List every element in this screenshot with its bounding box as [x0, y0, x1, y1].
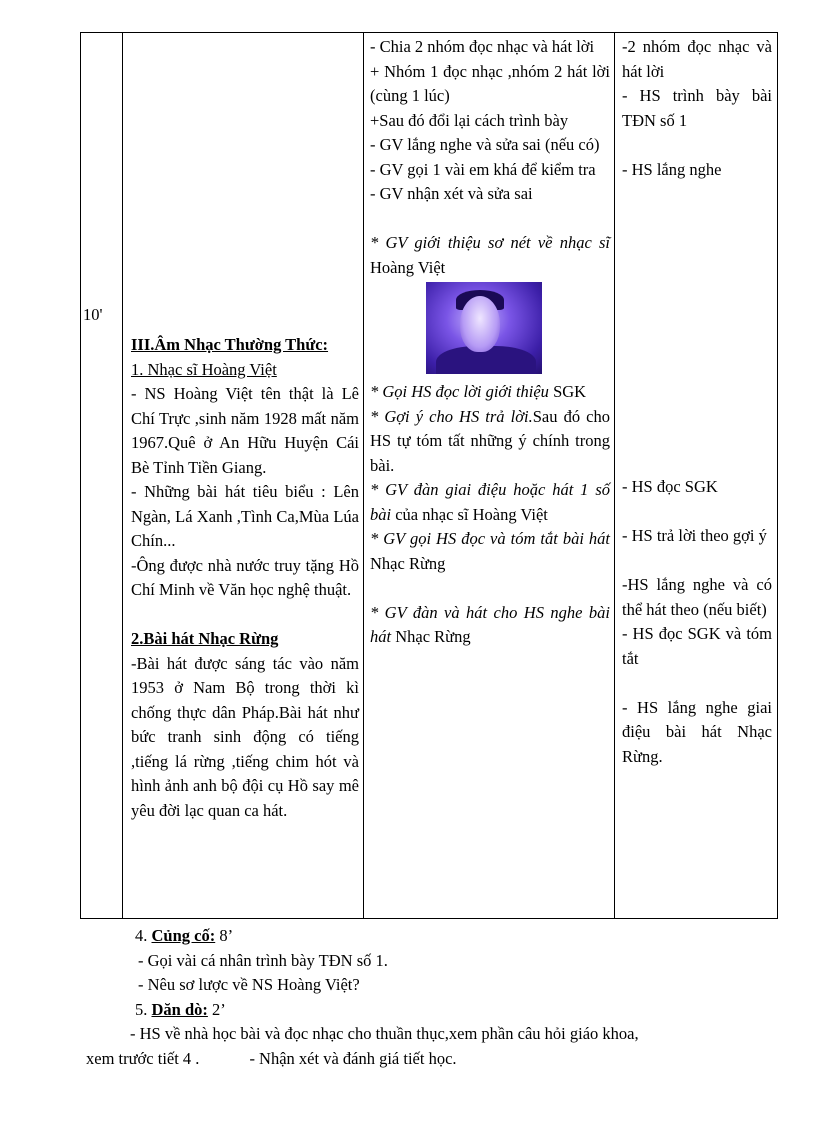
student-line: - HS trình bày bài TĐN số 1	[622, 86, 772, 130]
teacher-line: - Chia 2 nhóm đọc nhạc và hát lời	[370, 37, 595, 56]
heading-consolidation: 4. Củng cố: 8’	[135, 926, 234, 945]
teacher-line: - GV gọi 1 vài em khá để kiểm tra	[370, 159, 596, 179]
teacher-line: - GV lắng nghe và sửa sai (nếu có)	[370, 135, 600, 154]
subsection-title: 2.Bài hát Nhạc Rừng	[131, 629, 279, 648]
teacher-line: + Nhóm 1 đọc nhạc ,nhóm 2 hát lời (cùng 1 lúc)	[370, 61, 610, 105]
teacher-line: * Gợi ý cho HS trả lời.Sau đó cho HS tự tóm tất những ý chính trong bài.	[370, 406, 610, 475]
teacher-line: * GV đàn và hát cho HS nghe bài hát Nhạc Rừng	[370, 602, 610, 646]
teacher-line: - GV nhận xét và sửa sai	[370, 184, 533, 203]
student-line: -2 nhóm đọc nhạc và hát lời	[622, 37, 772, 81]
student-line: - HS lắng nghe	[622, 159, 722, 179]
footer-line: xem trước tiết 4 . - Nhận xét và đánh giá tiết học.	[86, 1048, 457, 1068]
teacher-activity-cell	[370, 35, 610, 650]
section-title: III.Âm Nhạc Thường Thức:	[131, 335, 329, 354]
student-line: - HS trả lời theo gợi ý	[622, 526, 767, 545]
student-line: - HS đọc SGK và tóm tắt	[622, 624, 772, 668]
content-paragraph: -Ông được nhà nước truy tặng Hồ Chí Minh về Văn học nghệ thuật.	[131, 555, 359, 599]
student-activity-cell	[622, 475, 772, 769]
lesson-footer	[80, 924, 770, 1071]
column-divider	[614, 33, 615, 918]
content-paragraph: - NS Hoàng Việt tên thật là Lê Chí Trực ,sinh năm 1928 mất năm 1967.Quê ở An Hữu Huyện Cái Bè Tỉnh Tiền Giang.	[131, 384, 359, 477]
footer-line: - Nêu sơ lược về NS Hoàng Việt?	[138, 975, 360, 994]
subsection-title: 1. Nhạc sĩ Hoàng Việt	[131, 359, 277, 379]
teacher-line: +Sau đó đổi lại cách trình bày	[370, 110, 569, 130]
content-paragraph: - Những bài hát tiêu biểu : Lên Ngàn, Lá Xanh ,Tình Ca,Mùa Lúa Chín...	[131, 482, 359, 550]
lesson-table	[80, 32, 778, 919]
time-cell	[83, 303, 121, 328]
column-divider	[363, 33, 364, 918]
content-paragraph: -Bài hát được sáng tác vào năm 1953 ở Nam Bộ trong thời kì chống thực dân Pháp.Bài hát như bức tranh sinh động có tiếng ,tiếng lá rừng ,tiếng chim hót và hình ảnh anh bộ đội cụ Hồ say mê yêu đời lạc quan ca hát.	[131, 653, 359, 820]
portrait-photo	[426, 282, 542, 374]
teacher-line: * Gọi HS đọc lời giới thiệu SGK	[370, 382, 587, 401]
student-line: - HS đọc SGK	[622, 477, 718, 496]
teacher-line: * GV giới thiệu sơ nét về nhạc sĩ Hoàng Việt	[370, 233, 610, 277]
heading-homework: 5. Dăn dò: 2’	[135, 999, 226, 1019]
column-divider	[122, 33, 123, 918]
footer-line: - HS về nhà học bài và đọc nhạc cho thuần thục,xem phần câu hỏi giáo khoa,	[130, 1024, 639, 1043]
teacher-line: * GV gọi HS đọc và tóm tắt bài hát Nhạc Rừng	[370, 529, 610, 573]
student-line: - HS lắng nghe giai điệu bài hát Nhạc Rừng.	[622, 697, 772, 766]
student-activity-cell	[622, 35, 772, 182]
time-value: 10'	[83, 305, 103, 324]
footer-line: - Gọi vài cá nhân trình bày TĐN số 1.	[138, 950, 388, 970]
teacher-line: * GV đàn giai điệu hoặc hát 1 số bài của nhạc sĩ Hoàng Việt	[370, 480, 610, 524]
student-line: -HS lắng nghe và có thể hát theo (nếu biết)	[622, 575, 772, 619]
content-cell	[131, 333, 359, 823]
